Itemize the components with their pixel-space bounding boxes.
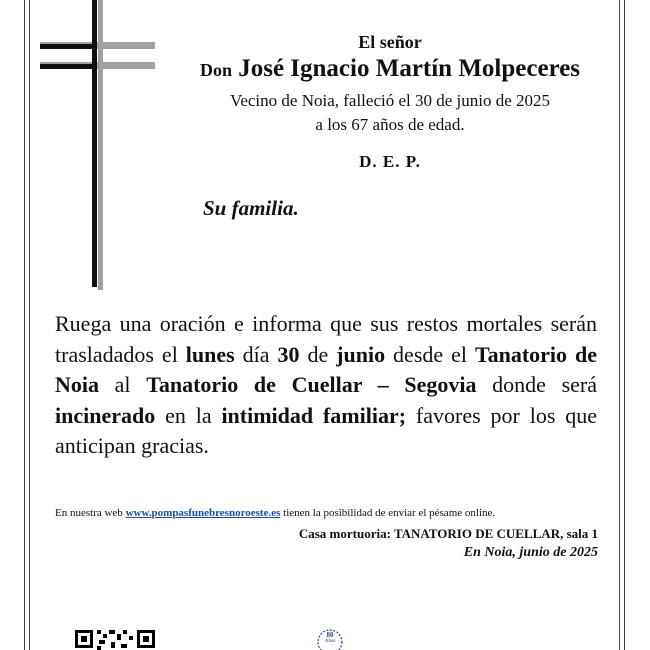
body-text-segment: favores por los que anticipan gracias. [55,402,597,458]
badge-label: Años [324,639,336,644]
body-bold-segment: 30 [277,341,300,367]
body-text-segment: día [234,341,278,367]
anniversary-badge [313,628,347,650]
web-notice [55,507,597,519]
badge-number: 80 [326,631,334,639]
web-suffix: tienen la posibilidad de enviar el pésame online. [283,507,496,519]
website-link[interactable]: www.pompasfunebresnoroeste.es [125,507,281,519]
body-bold-segment: intimidad familiar; [221,402,407,428]
qr-code-icon [75,626,155,650]
place-date: En Noia, junio de 2025 [463,545,598,560]
rip-text: D. E. P. [359,152,421,171]
age-line: a los 67 años de edad. [315,115,465,134]
body-text-segment: al [99,372,147,397]
body-bold-segment: junio [336,341,386,367]
web-prefix: En nuestra web [55,507,123,519]
left-border-inner [29,0,30,650]
left-border-outer [24,0,25,650]
casa-mortuoria: Casa mortuoria: TANATORIO DE CUELLAR, sala 1 [298,526,598,541]
family-signature: Su familia. [203,196,299,220]
body-bold-segment: lunes [185,341,235,367]
body-text-segment: de [299,341,337,367]
body-text-segment: desde el [385,341,475,367]
full-name: José Ignacio Martín Molpeceres [238,55,581,82]
body-text-segment: en la [155,402,222,428]
body-bold-segment: Tanatorio de Cuellar – Segovia [146,372,477,397]
body-text-segment: donde será [476,372,597,397]
deceased-name [150,55,630,83]
body-bold-segment: Tanatorio de Noia [55,341,597,397]
salute: El señor [358,32,422,52]
body-paragraph [55,309,597,462]
residence-line: Vecino de Noia, falleció el 30 de junio de 2025 [229,91,551,110]
cross-icon [40,0,155,290]
body-bold-segment: incinerado [55,402,156,428]
body-text-segment: Ruega una oración e informa que sus restos mortales serán trasladados el [55,311,597,367]
title-prefix: Don [199,60,232,80]
